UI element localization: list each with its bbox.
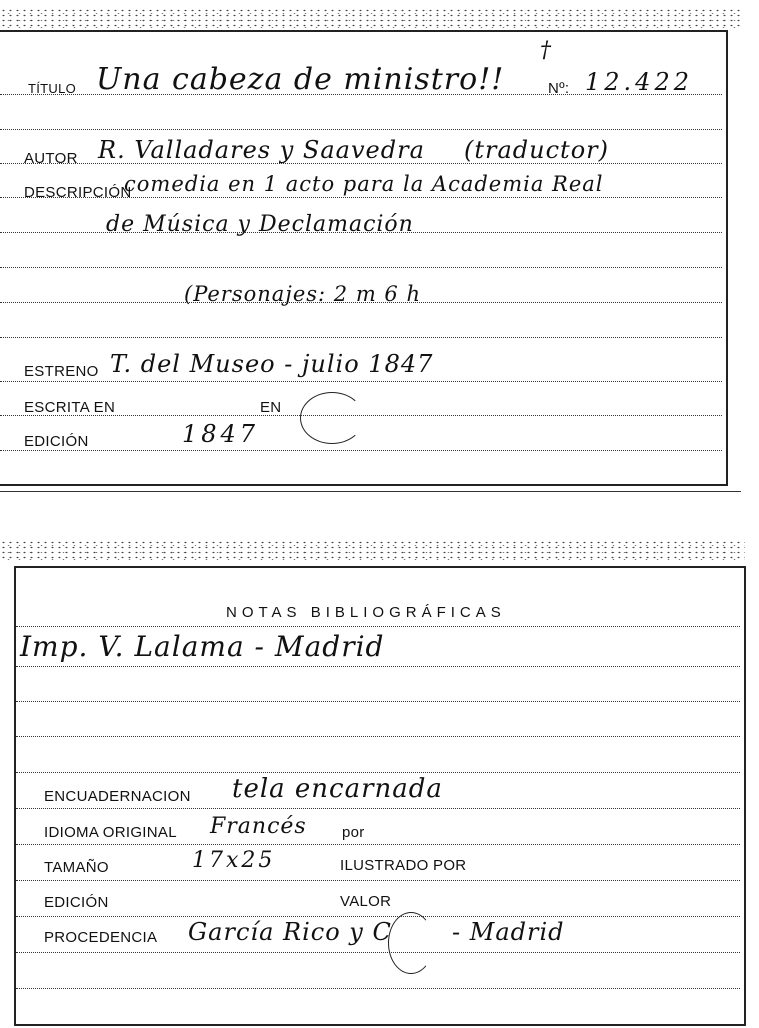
ruled-line [16, 701, 740, 702]
card-divider [0, 491, 741, 492]
titulo-value: Una cabeza de ministro!! [96, 62, 505, 97]
ruled-line [0, 267, 722, 268]
ruled-line [0, 337, 722, 338]
estreno-value: T. del Museo - julio 1847 [110, 350, 434, 378]
ruled-line [16, 666, 740, 667]
titulo-label: TÍTULO [28, 81, 77, 96]
numero-value: 12.422 [585, 68, 693, 96]
por-label: por [342, 824, 365, 841]
ruled-line [16, 844, 740, 845]
descripcion-label: DESCRIPCIÓN [24, 184, 132, 201]
card-top-speckled-edge [0, 8, 740, 28]
procedencia-label: PROCEDENCIA [44, 929, 158, 946]
ruled-line [16, 916, 740, 917]
autor-note: (traductor) [464, 136, 609, 164]
encuadernacion-label: ENCUADERNACION [44, 788, 191, 805]
ruled-line [16, 952, 740, 953]
circle-mark-icon [388, 912, 434, 974]
card-bottom-speckled-edge [0, 540, 745, 560]
en-label: EN [260, 399, 282, 416]
autor-value: R. Valladares y Saavedra [98, 136, 425, 164]
descripcion-line2: de Música y Declamación [106, 212, 414, 237]
tamano-label: TAMAÑO [44, 859, 109, 876]
valor-label: VALOR [340, 893, 392, 910]
ruled-line [16, 772, 740, 773]
numero-label: Nº: [548, 80, 570, 97]
personajes-value: (Personajes: 2 m 6 h [184, 282, 421, 306]
edicion-value: 1847 [182, 420, 260, 448]
tamano-value: 17x25 [192, 848, 276, 873]
circle-mark-icon [300, 392, 364, 444]
catalog-card-bottom [14, 566, 746, 1026]
idioma-label: IDIOMA ORIGINAL [44, 824, 177, 841]
ruled-line [16, 880, 740, 881]
procedencia-value: García Rico y C [188, 918, 392, 946]
ruled-line [0, 129, 722, 130]
procedencia-city: - Madrid [452, 918, 565, 946]
descripcion-line1: comedia en 1 acto para la Academia Real [124, 172, 604, 196]
catalog-card-top [0, 30, 728, 486]
edicion-label: EDICIÓN [24, 433, 89, 450]
encuadernacion-value: tela encarnada [232, 774, 443, 804]
ilustrado-label: ILUSTRADO POR [340, 857, 467, 874]
idioma-value: Francés [210, 814, 307, 839]
edicion-label-bottom: EDICIÓN [44, 894, 109, 911]
cross-mark: † [540, 38, 552, 63]
escrita-en-label: ESCRITA EN [24, 399, 116, 416]
ruled-line [16, 808, 740, 809]
notas-heading: NOTAS BIBLIOGRÁFICAS [226, 604, 506, 621]
imprenta-value: Imp. V. Lalama - Madrid [20, 630, 385, 663]
ruled-line [0, 381, 722, 382]
ruled-line [0, 450, 722, 451]
ruled-line [16, 988, 740, 989]
autor-label: AUTOR [24, 150, 78, 167]
ruled-line [16, 736, 740, 737]
ruled-line [16, 626, 740, 627]
estreno-label: ESTRENO [24, 363, 99, 380]
